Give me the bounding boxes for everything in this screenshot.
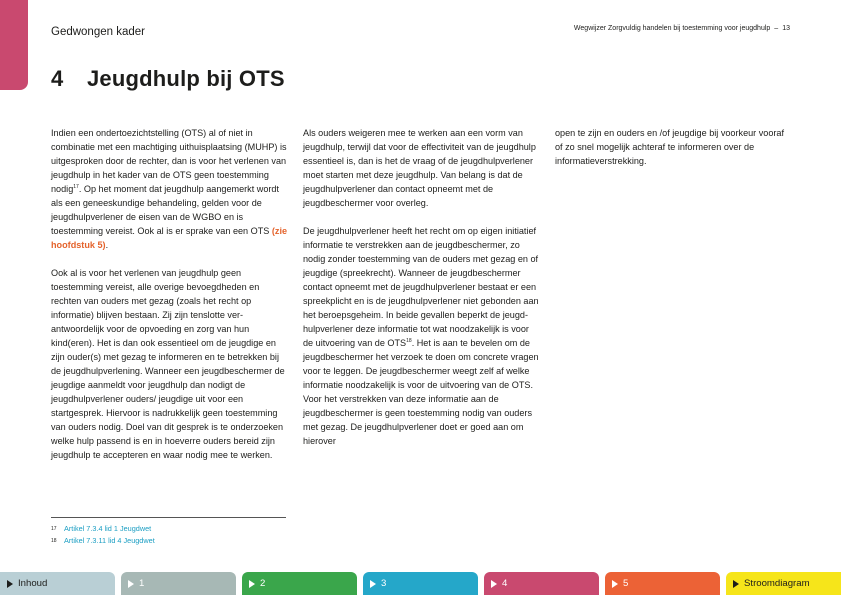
paragraph-text: . Op het moment dat jeugdhulp aangemerkt wordt als een geneeskundige behandeling, gelden voor de jeugdhulpverlener de eisen van de WGBO en is toestemming vereist. Ook al is er sprake van een OTS xyxy=(51,184,280,236)
footnote-divider xyxy=(51,517,286,518)
paragraph-text: Indien een ondertoezichtstelling (OTS) al of niet in combinatie met een machtiging uithuisplaatsing (MUHP) is uitgesproken door de rechter, dan is voor het verlenen van jeugdhulp in het kader van de OTS geen toestemming nodig xyxy=(51,128,287,194)
footnote-link[interactable]: Artikel 7.3.4 lid 1 Jeugdwet xyxy=(64,524,152,533)
page-number: 13 xyxy=(782,25,790,32)
text-column-3 xyxy=(555,126,787,182)
chapter-number: 4 xyxy=(51,66,64,91)
paragraph: Ook al is voor het verlenen van jeugdhulp geen toestemming vereist, alle overige bevoegdheden en rechten van ouders met gezag (zoals het recht op informatie) blijven bestaan. Zij zijn tenslotte verantwoordelijk voor de opvoeding en zorg van hun kind(eren). Het is dan ook essentieel om de jeugdige en zijn ouder(s) met gezag te informeren en te betrekken bij de jeugdhulpverlening. Wanneer een jeugdbeschermer de jeugdige aanmeldt voor jeugdhulp dan nodigt de jeugdhulpverlener ouders/ jeugdige uit voor een startgesprek. Hiervoor is nadrukkelijk geen toestemming van ouders nodig. Doel van dit gesprek is te onderzoeken welke hulp passend is en in hoeverre ouders bereid zijn jeugdhulp te accepteren en waar nodig mee te werken. xyxy=(51,268,285,460)
nav-tab-label: Stroomdiagram xyxy=(744,578,810,589)
chapter-title xyxy=(51,66,285,92)
chapter-navigation xyxy=(0,572,841,595)
nav-tab-label: Inhoud xyxy=(18,578,48,589)
play-icon xyxy=(491,580,497,588)
play-icon xyxy=(733,580,739,588)
play-icon xyxy=(128,580,134,588)
paragraph-text: De jeugdhulpverlener heeft het recht om op eigen initiatief informatie te verstrekken aan de jeugdbeschermer, zo nodig zonder toestemming van de ouders met gezag en of jeugdige (spreekrecht). Wanneer de jeugdbeschermer contact opneemt met de jeugdhulpverlener bestaat er een spreekplicht en is de jeugdhulpverlener niet gebonden aan het beroepsgeheim. In beide gevallen beperkt de jeugdhulpverlener deze informatie tot wat noodzakelijk is voor de uitvoering van de OTS xyxy=(303,226,539,348)
paragraph: open te zijn en ouders en /of jeugdige bij voorkeur vooraf of zo snel mogelijk achteraf te informeren over de informatieverstrekking. xyxy=(555,128,785,166)
footnote-ref[interactable]: 17 xyxy=(73,183,79,190)
text-column-1 xyxy=(51,126,288,476)
play-icon xyxy=(249,580,255,588)
nav-tab-chapter-2[interactable] xyxy=(242,572,357,595)
paragraph xyxy=(303,224,541,448)
text-column-2 xyxy=(303,126,541,462)
chapter-color-tab xyxy=(0,0,28,90)
paragraph-text: . xyxy=(105,240,109,250)
paragraph-text: . Het is aan te bevelen om de jeugdbeschermer het verzoek te doen om concrete vragen voor te leggen. De jeugdbeschermer weegt zelf af welke informatie noodzakelijk is voor de uitvoering van de OTS. Voor het verstrekken van deze informatie aan de jeugdbeschermer is geen toestemming nodig van ouders met gezag. De jeugdhulpverlener doet er goed aan om hierover xyxy=(303,338,539,446)
running-header xyxy=(574,25,790,32)
nav-tab-label: 1 xyxy=(139,578,145,589)
nav-tab-label: 2 xyxy=(260,578,266,589)
section-label: Gedwongen kader xyxy=(51,26,145,38)
footnotes xyxy=(51,523,155,547)
nav-tab-stroomdiagram[interactable] xyxy=(726,572,841,595)
nav-tab-inhoud[interactable] xyxy=(0,572,115,595)
play-icon xyxy=(7,580,13,588)
footnote xyxy=(51,535,155,547)
nav-tab-chapter-3[interactable] xyxy=(363,572,478,595)
paragraph xyxy=(51,126,288,252)
chapter-title-text: Jeugdhulp bij OTS xyxy=(87,66,285,91)
nav-tab-label: 3 xyxy=(381,578,387,589)
nav-tab-chapter-1[interactable] xyxy=(121,572,236,595)
header-dash: – xyxy=(774,25,779,32)
nav-tab-label: 4 xyxy=(502,578,508,589)
footnote-number: 17 xyxy=(51,526,57,532)
footnote-number: 18 xyxy=(51,538,57,544)
footnote-ref[interactable]: 18 xyxy=(406,337,412,344)
nav-tab-label: 5 xyxy=(623,578,629,589)
footnote xyxy=(51,523,155,535)
nav-tab-chapter-4[interactable] xyxy=(484,572,599,595)
paragraph: Als ouders weigeren mee te werken aan een vorm van jeugdhulp, terwijl dat voor de effectiviteit van de jeugdhulp essentieel is, dan is het de vraag of de jeugdhulpverlener moet starten met deze jeugdhulp. Van belang is dat de jeugdhulpverlener dan contact opneemt met de jeugdbeschermer voor overleg. xyxy=(303,128,536,208)
document-title: Wegwijzer Zorgvuldig handelen bij toestemming voor jeugdhulp xyxy=(573,25,771,32)
footnote-link[interactable]: Artikel 7.3.11 lid 4 Jeugdwet xyxy=(64,536,155,545)
play-icon xyxy=(370,580,376,588)
play-icon xyxy=(612,580,618,588)
nav-tab-chapter-5[interactable] xyxy=(605,572,720,595)
chapter-5-link[interactable]: (zie hoofdstuk 5) xyxy=(51,226,288,250)
